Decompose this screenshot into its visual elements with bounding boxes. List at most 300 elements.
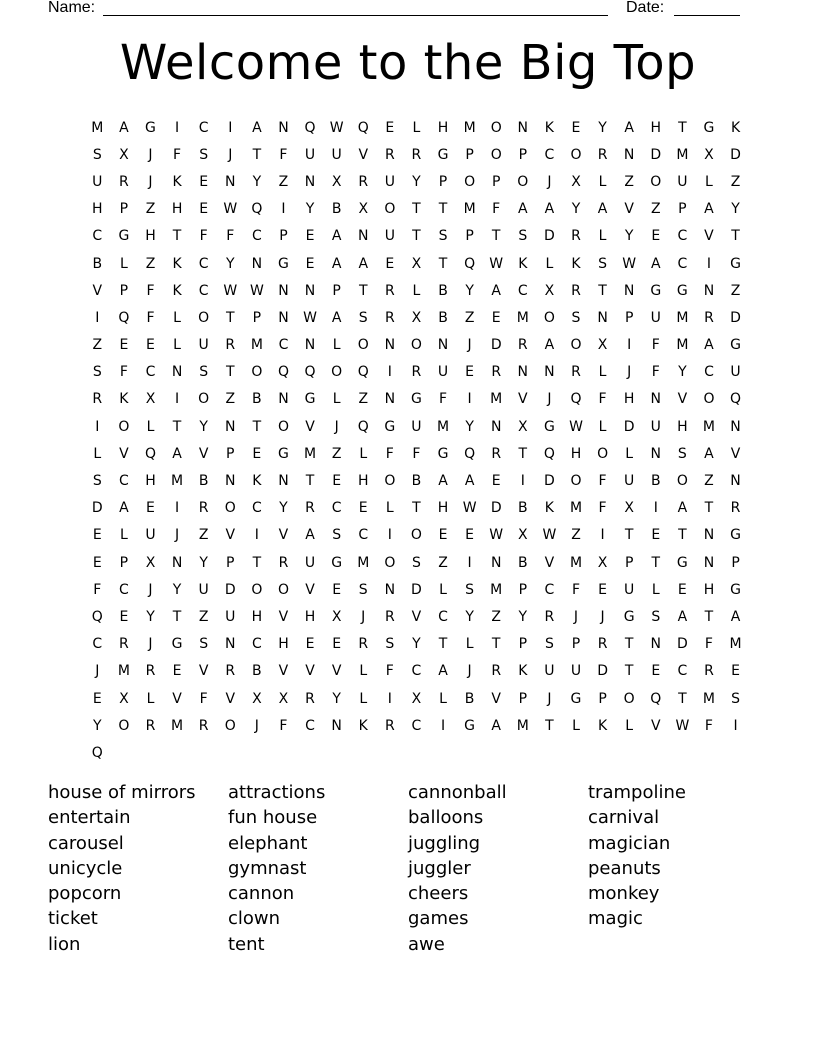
- grid-letter: N: [650, 636, 661, 653]
- grid-letter: L: [93, 445, 102, 462]
- grid-letter: O: [198, 309, 210, 326]
- grid-letter: O: [517, 173, 529, 190]
- grid-letter: N: [384, 337, 396, 354]
- grid-letter: O: [277, 418, 289, 435]
- grid-letter: F: [93, 581, 102, 598]
- grid-letter: I: [467, 554, 472, 571]
- grid-letter: Z: [198, 608, 209, 625]
- grid-letter: I: [627, 337, 632, 354]
- grid-letter: A: [624, 119, 634, 136]
- grid-letter: C: [119, 473, 129, 490]
- grid-letter: L: [332, 391, 341, 408]
- grid-letter: N: [225, 473, 236, 490]
- grid-letter: O: [118, 717, 130, 734]
- grid-letter: J: [228, 146, 233, 163]
- grid-letter: F: [651, 364, 660, 381]
- grid-letter: E: [305, 636, 315, 653]
- grid-letter: O: [277, 581, 289, 598]
- grid-letter: F: [492, 201, 501, 218]
- grid-letter: C: [92, 636, 103, 653]
- grid-letter: K: [172, 255, 182, 272]
- grid-letter: W: [223, 201, 238, 218]
- grid-letter: M: [436, 418, 450, 435]
- grid-letter: E: [332, 473, 342, 490]
- grid-letter: H: [145, 228, 156, 245]
- grid-letter: T: [704, 500, 714, 517]
- grid-letter: F: [199, 228, 208, 245]
- grid-letter: Y: [571, 201, 581, 218]
- grid-letter: I: [520, 473, 525, 490]
- grid-letter: J: [148, 173, 153, 190]
- grid-letter: E: [92, 690, 102, 707]
- grid-letter: Q: [464, 445, 476, 462]
- grid-letter: Y: [199, 418, 208, 435]
- grid-letter: M: [250, 337, 263, 354]
- grid-letter: V: [305, 581, 315, 598]
- grid-letter: F: [119, 364, 128, 381]
- grid-letter: N: [304, 282, 316, 299]
- grid-letter: O: [676, 473, 688, 490]
- grid-letter: K: [172, 173, 182, 190]
- grid-letter: R: [384, 717, 395, 734]
- grid-letter: I: [467, 391, 472, 408]
- grid-letter: Q: [650, 690, 662, 707]
- grid-letter: C: [677, 663, 688, 680]
- word-bank-item: trampoline: [588, 782, 686, 803]
- grid-letter: X: [704, 146, 714, 163]
- grid-letter: T: [704, 608, 714, 625]
- grid-letter: C: [198, 282, 209, 299]
- grid-letter: A: [704, 201, 714, 218]
- grid-letter: C: [544, 581, 555, 598]
- grid-letter: N: [225, 636, 236, 653]
- grid-letter: N: [730, 418, 741, 435]
- grid-letter: O: [224, 717, 236, 734]
- grid-letter: C: [251, 500, 262, 517]
- grid-letter: T: [412, 228, 421, 245]
- grid-letter: X: [624, 500, 634, 517]
- grid-letter: X: [119, 146, 129, 163]
- grid-letter: T: [491, 228, 501, 245]
- grid-letter: U: [384, 173, 395, 190]
- grid-letter: L: [173, 309, 181, 326]
- grid-letter: X: [518, 527, 528, 544]
- grid-letter: Y: [678, 364, 687, 381]
- grid-letter: K: [518, 663, 528, 680]
- grid-letter: T: [412, 201, 421, 218]
- grid-letter: R: [597, 636, 608, 653]
- grid-letter: E: [438, 527, 448, 544]
- grid-letter: A: [438, 663, 448, 680]
- grid-letter: Z: [198, 527, 209, 544]
- grid-letter: O: [410, 337, 422, 354]
- grid-letter: F: [412, 445, 421, 462]
- grid-letter: Q: [464, 255, 476, 272]
- grid-letter: X: [278, 690, 289, 707]
- grid-letter: C: [517, 282, 528, 299]
- grid-letter: R: [704, 309, 714, 326]
- grid-letter: Y: [279, 500, 288, 517]
- grid-letter: R: [544, 608, 555, 625]
- grid-letter: N: [623, 146, 635, 163]
- grid-letter: V: [119, 445, 129, 462]
- grid-letter: O: [490, 119, 502, 136]
- grid-letter: Q: [304, 364, 316, 381]
- grid-letter: J: [334, 418, 339, 435]
- grid-letter: T: [252, 554, 262, 571]
- grid-letter: V: [704, 228, 714, 245]
- word-bank-item: cannonball: [408, 782, 507, 803]
- grid-letter: O: [118, 418, 130, 435]
- grid-letter: V: [198, 663, 209, 680]
- grid-letter: E: [172, 663, 182, 680]
- grid-letter: H: [437, 119, 449, 136]
- grid-letter: N: [544, 364, 555, 381]
- grid-letter: A: [305, 527, 315, 544]
- grid-letter: G: [437, 445, 449, 462]
- word-bank-item: entertain: [48, 807, 131, 829]
- grid-letter: H: [703, 581, 715, 598]
- grid-letter: U: [730, 364, 741, 381]
- grid-letter: X: [331, 173, 342, 190]
- grid-letter: Q: [570, 391, 582, 408]
- name-blank-line: [103, 15, 608, 16]
- grid-letter: U: [624, 581, 635, 598]
- word-bank-item: magician: [588, 832, 671, 854]
- grid-letter: E: [119, 337, 129, 354]
- grid-letter: Q: [304, 119, 316, 136]
- grid-letter: K: [544, 500, 554, 517]
- grid-letter: T: [491, 636, 501, 653]
- grid-letter: Z: [730, 282, 741, 299]
- grid-letter: E: [252, 445, 262, 462]
- grid-letter: R: [198, 717, 209, 734]
- grid-letter: Y: [624, 228, 634, 245]
- grid-letter: O: [570, 473, 582, 490]
- grid-letter: N: [703, 282, 715, 299]
- grid-letter: D: [730, 309, 741, 326]
- grid-letter: T: [438, 636, 448, 653]
- grid-letter: N: [304, 337, 316, 354]
- grid-letter: T: [678, 119, 687, 136]
- grid-letter: I: [95, 309, 100, 326]
- grid-letter: V: [730, 445, 741, 462]
- grid-letter: H: [251, 608, 263, 625]
- grid-letter: S: [385, 636, 395, 653]
- grid-letter: B: [438, 309, 448, 326]
- grid-letter: W: [462, 500, 477, 517]
- grid-letter: M: [117, 663, 130, 680]
- grid-letter: U: [92, 173, 103, 190]
- grid-letter: L: [173, 337, 181, 354]
- grid-letter: B: [650, 473, 661, 490]
- grid-letter: R: [92, 391, 103, 408]
- grid-letter: C: [92, 228, 103, 245]
- grid-letter: K: [544, 119, 554, 136]
- grid-letter: L: [119, 527, 128, 544]
- grid-letter: G: [730, 581, 741, 598]
- grid-letter: G: [703, 119, 715, 136]
- grid-letter: I: [175, 500, 180, 517]
- grid-letter: V: [411, 608, 422, 625]
- grid-letter: J: [175, 527, 180, 544]
- grid-letter: J: [547, 690, 552, 707]
- grid-letter: L: [385, 500, 394, 517]
- grid-letter: G: [278, 255, 289, 272]
- grid-letter: Y: [305, 201, 315, 218]
- grid-letter: N: [650, 445, 661, 462]
- grid-letter: Q: [730, 391, 742, 408]
- grid-letter: L: [651, 581, 660, 598]
- grid-letter: Y: [199, 554, 208, 571]
- grid-letter: P: [678, 201, 687, 218]
- word-bank-item: unicycle: [48, 857, 123, 879]
- grid-letter: T: [172, 608, 182, 625]
- grid-letter: X: [597, 554, 608, 571]
- grid-letter: N: [703, 554, 715, 571]
- grid-letter: M: [490, 391, 503, 408]
- word-bank-item: clown: [228, 908, 281, 930]
- grid-letter: T: [358, 282, 368, 299]
- grid-letter: E: [651, 663, 661, 680]
- grid-letter: U: [677, 173, 688, 190]
- grid-letter: O: [384, 201, 396, 218]
- grid-letter: F: [598, 391, 607, 408]
- grid-letter: G: [384, 418, 396, 435]
- grid-letter: D: [623, 418, 635, 435]
- grid-letter: R: [597, 146, 608, 163]
- grid-letter: L: [625, 445, 634, 462]
- grid-letter: V: [358, 146, 369, 163]
- grid-letter: I: [733, 717, 738, 734]
- grid-letter: Y: [146, 608, 155, 625]
- grid-letter: Y: [598, 119, 607, 136]
- grid-letter: D: [490, 500, 502, 517]
- grid-letter: B: [411, 473, 422, 490]
- grid-letter: I: [175, 119, 180, 136]
- grid-letter: Z: [145, 201, 156, 218]
- grid-letter: O: [198, 391, 210, 408]
- grid-letter: R: [119, 636, 129, 653]
- grid-letter: N: [171, 364, 183, 381]
- grid-letter: V: [544, 554, 555, 571]
- grid-letter: V: [92, 282, 103, 299]
- grid-letter: U: [304, 554, 316, 571]
- grid-letter: X: [252, 690, 262, 707]
- grid-letter: G: [171, 636, 183, 653]
- word-bank-item: fun house: [228, 807, 318, 829]
- grid-letter: R: [358, 636, 369, 653]
- grid-letter: S: [677, 445, 687, 462]
- grid-letter: G: [730, 337, 741, 354]
- grid-letter: N: [730, 473, 741, 490]
- grid-letter: V: [305, 663, 315, 680]
- grid-letter: S: [731, 690, 740, 707]
- header: [48, 0, 768, 22]
- grid-letter: V: [225, 527, 236, 544]
- word-bank-item: awe: [408, 933, 445, 955]
- grid-letter: Q: [357, 119, 369, 136]
- grid-letter: E: [598, 581, 607, 598]
- grid-letter: R: [278, 554, 289, 571]
- grid-letter: Q: [118, 309, 130, 326]
- grid-letter: L: [359, 690, 368, 707]
- grid-letter: U: [198, 581, 209, 598]
- grid-letter: J: [467, 663, 472, 680]
- grid-letter: M: [463, 119, 476, 136]
- grid-letter: A: [704, 337, 714, 354]
- grid-letter: P: [491, 173, 501, 190]
- word-bank-item: peanuts: [588, 857, 661, 879]
- grid-letter: P: [518, 636, 528, 653]
- grid-letter: T: [172, 228, 182, 245]
- grid-letter: D: [676, 636, 688, 653]
- grid-letter: H: [278, 636, 289, 653]
- grid-letter: O: [331, 364, 343, 381]
- grid-letter: J: [467, 337, 472, 354]
- grid-letter: Z: [278, 173, 289, 190]
- grid-letter: P: [518, 146, 528, 163]
- grid-letter: V: [491, 690, 501, 707]
- grid-letter: G: [676, 282, 688, 299]
- grid-letter: Z: [624, 173, 634, 190]
- grid-letter: U: [437, 364, 449, 381]
- grid-letter: T: [678, 690, 687, 707]
- grid-letter: W: [249, 282, 264, 299]
- grid-letter: T: [225, 364, 235, 381]
- grid-letter: O: [384, 473, 396, 490]
- grid-letter: M: [702, 418, 715, 435]
- grid-letter: R: [730, 500, 741, 517]
- grid-letter: G: [331, 554, 343, 571]
- grid-letter: S: [571, 309, 581, 326]
- grid-letter: W: [489, 527, 504, 544]
- grid-letter: J: [254, 717, 259, 734]
- grid-letter: S: [651, 608, 661, 625]
- grid-letter: E: [491, 473, 501, 490]
- grid-letter: B: [198, 473, 209, 490]
- grid-letter: H: [304, 608, 316, 625]
- grid-letter: P: [465, 146, 474, 163]
- grid-letter: P: [279, 228, 288, 245]
- grid-letter: Y: [332, 690, 341, 707]
- grid-letter: P: [438, 173, 448, 190]
- grid-letter: N: [278, 309, 289, 326]
- grid-letter: P: [598, 690, 607, 707]
- grid-letter: F: [704, 717, 713, 734]
- grid-letter: A: [491, 282, 501, 299]
- grid-letter: T: [624, 527, 634, 544]
- grid-letter: G: [570, 690, 582, 707]
- grid-letter: X: [544, 282, 555, 299]
- grid-letter: F: [146, 309, 155, 326]
- grid-letter: I: [175, 391, 180, 408]
- grid-letter: A: [704, 445, 714, 462]
- grid-letter: G: [543, 418, 555, 435]
- grid-letter: C: [145, 364, 156, 381]
- grid-letter: E: [385, 119, 395, 136]
- grid-letter: X: [119, 690, 129, 707]
- grid-letter: X: [358, 201, 369, 218]
- word-bank-item: games: [408, 908, 469, 930]
- grid-letter: N: [650, 391, 661, 408]
- grid-letter: I: [95, 418, 100, 435]
- grid-letter: E: [385, 255, 395, 272]
- grid-letter: N: [251, 255, 263, 272]
- word-bank-item: house of mirrors: [48, 782, 196, 803]
- grid-letter: R: [411, 146, 422, 163]
- grid-letter: V: [278, 608, 289, 625]
- grid-letter: Z: [331, 445, 342, 462]
- grid-letter: W: [622, 255, 637, 272]
- grid-letter: R: [411, 364, 422, 381]
- grid-letter: F: [173, 146, 182, 163]
- grid-letter: E: [199, 201, 209, 218]
- grid-letter: P: [624, 554, 634, 571]
- grid-letter: V: [225, 690, 236, 707]
- grid-letter: O: [623, 690, 635, 707]
- date-label: Date:: [626, 0, 665, 16]
- grid-letter: Z: [358, 391, 369, 408]
- grid-letter: A: [464, 473, 475, 490]
- grid-letter: I: [706, 255, 712, 272]
- grid-letter: M: [729, 636, 742, 653]
- grid-letter: W: [489, 255, 504, 272]
- grid-letter: S: [199, 364, 209, 381]
- grid-letter: E: [146, 337, 155, 354]
- grid-letter: G: [464, 717, 476, 734]
- grid-letter: O: [251, 364, 263, 381]
- grid-letter: H: [171, 201, 183, 218]
- grid-letter: I: [387, 527, 392, 544]
- grid-letter: E: [305, 228, 315, 245]
- grid-letter: P: [518, 690, 528, 707]
- grid-letter: H: [677, 418, 688, 435]
- grid-letter: F: [598, 473, 607, 490]
- grid-letter: M: [569, 554, 583, 571]
- grid-letter: Y: [518, 608, 528, 625]
- grid-letter: N: [703, 527, 715, 544]
- grid-letter: S: [358, 581, 368, 598]
- grid-letter: C: [119, 581, 129, 598]
- grid-letter: M: [516, 309, 529, 326]
- grid-letter: C: [198, 255, 209, 272]
- grid-letter: E: [677, 581, 687, 598]
- grid-letter: T: [438, 201, 448, 218]
- grid-letter: N: [278, 391, 289, 408]
- grid-letter: E: [491, 309, 501, 326]
- page-title: Welcome to the Big Top: [119, 35, 697, 91]
- grid-letter: H: [570, 445, 582, 462]
- grid-letter: O: [543, 309, 555, 326]
- grid-letter: N: [225, 418, 236, 435]
- grid-letter: Z: [145, 255, 156, 272]
- grid-letter: Z: [650, 201, 661, 218]
- grid-letter: T: [545, 717, 554, 734]
- grid-letter: J: [573, 608, 579, 625]
- grid-letter: A: [358, 255, 369, 272]
- grid-letter: N: [331, 717, 342, 734]
- grid-letter: L: [439, 690, 447, 707]
- grid-letter: N: [490, 554, 502, 571]
- grid-letter: U: [384, 228, 395, 245]
- grid-letter: D: [411, 581, 422, 598]
- grid-letter: H: [437, 500, 449, 517]
- grid-letter: L: [439, 581, 447, 598]
- grid-letter: M: [463, 201, 476, 218]
- grid-letter: E: [651, 228, 661, 245]
- grid-letter: K: [597, 717, 608, 734]
